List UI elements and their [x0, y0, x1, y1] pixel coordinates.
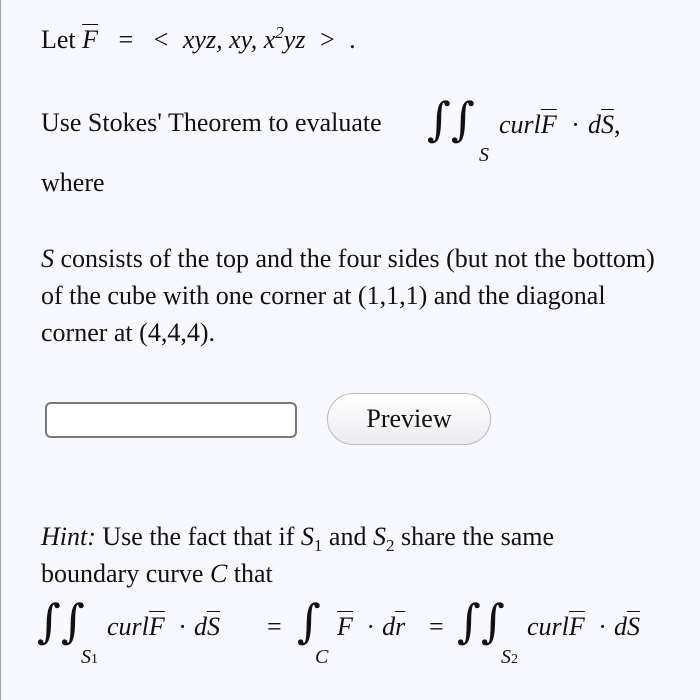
line-integral-expression: $\overline{F} \cdot d\overline{r}$	[337, 612, 406, 641]
integral-s2-symbol: ∫∫	[457, 594, 505, 648]
vector-open-bracket: <	[153, 25, 169, 54]
component-1: xyz,	[182, 25, 223, 54]
field-variable: $\overline{F}$	[82, 25, 99, 54]
curl-s2-expression: $curl\overline{F} \cdot d\overline{S}$	[527, 612, 640, 641]
curl-expression: $curl\overline{F} \cdot d\overline{S}$,	[499, 110, 621, 139]
component-2: xy,	[229, 25, 258, 54]
integral-s1-subscript: S1	[81, 646, 98, 668]
surface-description: S consists of the top and the four sides (but not the bottom) of the cube with one corner at (1,1,1) and the diagonal corner at (4,4,4).	[41, 244, 655, 347]
line-integral-subscript: C	[315, 646, 329, 668]
field-definition	[41, 18, 356, 55]
component-3: $x^2yz$	[263, 23, 306, 54]
equals-sign-1: =	[267, 612, 282, 641]
preview-button[interactable]: Preview	[327, 393, 491, 445]
curl-s1-expression: $curl\overline{F} \cdot d\overline{S}$	[107, 612, 220, 641]
period: .	[349, 25, 356, 54]
integral-s1-symbol: ∫∫	[37, 594, 85, 648]
integral-subscript: S	[479, 144, 489, 166]
hint-label: Hint:	[41, 522, 96, 551]
integral-s2-subscript: S2	[501, 646, 518, 668]
instruction-text: Use Stokes' Theorem to evaluate	[41, 108, 382, 137]
answer-input[interactable]	[45, 402, 297, 438]
line-integral-symbol: ∫	[297, 594, 321, 648]
double-integral-symbol: ∫∫	[427, 92, 475, 146]
let-label: Let	[41, 25, 76, 54]
vector-close-bracket: >	[319, 25, 335, 54]
hint-line-2: boundary curve C that	[41, 559, 273, 588]
equals-sign: =	[118, 25, 134, 54]
hint-line-1: Hint: Use the fact that if $S_1$ and $S_2$ share the same	[41, 522, 555, 555]
equals-sign-2: =	[429, 612, 444, 641]
where-label: where	[41, 168, 105, 197]
